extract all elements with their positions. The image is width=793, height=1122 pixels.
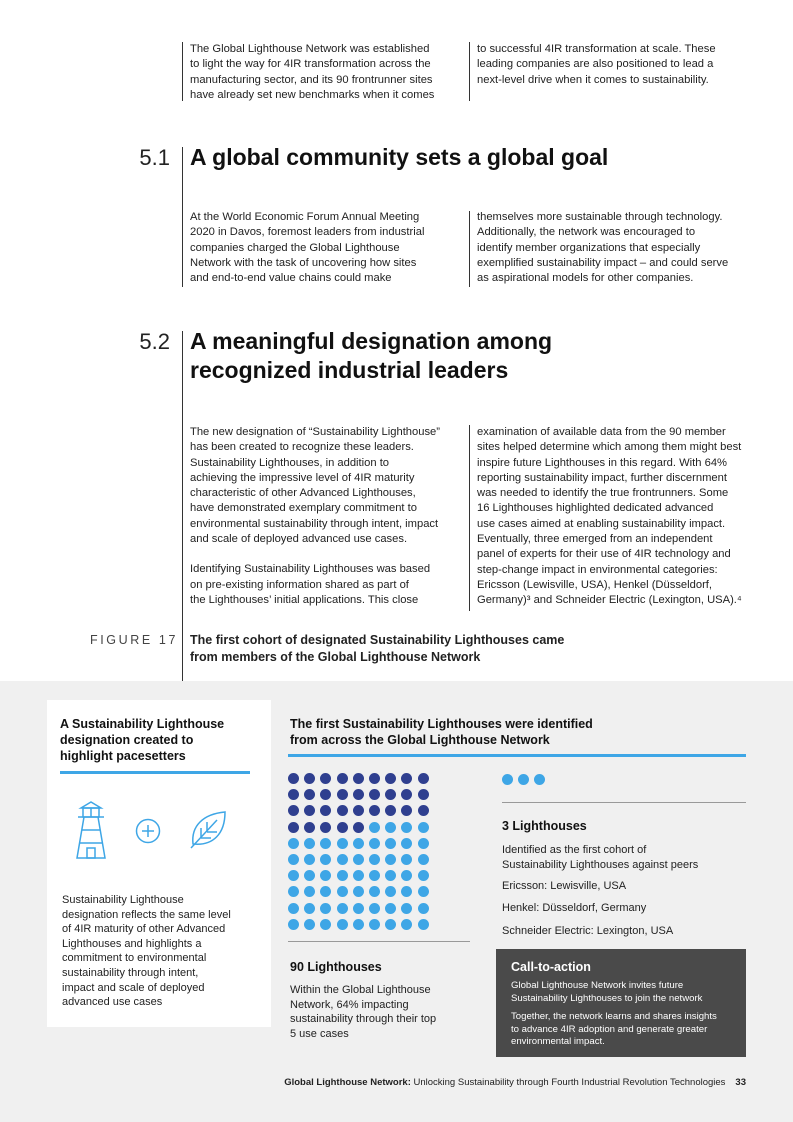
sustainability-impact-dot [353,854,364,865]
sustainability-impact-dot [337,903,348,914]
sustainability-impact-dot [320,854,331,865]
sustainability-impact-dot [418,903,429,914]
designation-card-rule [60,771,250,774]
sustainability-impact-dot [418,870,429,881]
section-5-2-title: A meaningful designation among recognized industrial leaders [190,328,553,383]
designation-card [47,700,271,1027]
sustainability-impact-dot [401,886,412,897]
intro-col2 [477,42,716,88]
location-ericsson: Ericsson: Lewisville, USA [502,880,627,892]
infographic-rule [288,754,746,757]
sustainability-impact-dot [369,886,380,897]
sustainability-impact-dot [337,919,348,930]
page-footer [284,1077,746,1088]
lighthouse-dot [401,773,412,784]
sustainability-impact-dot [337,838,348,849]
section-5-2-text-2: Identifying Sustainability Lighthouses was based on pre-existing information shared as part of the Lighthouses’ initial applications. This close [190,563,431,606]
section-5-2-text-3: examination of available data from the 90 member sites helped determine which among them might best inspire future Lighthouses in this regard. With 64% reporting sustainability impact, further discernment was needed to identify the true frontrunners. Some 16 Lighthouses highlighted dedicated advanced use cases aimed at enabling sustainability impact. Eventually, three emerged from an independent panel of experts for their use of 4IR technology and step-change impact in environmental categories: Ericsson (Lewisville, USA), Henkel (Düsseldorf, Germany)³ and Schneider Electric (Lexington, USA).⁴ [477,426,742,607]
sustainability-impact-dot [353,838,364,849]
sustainability-impact-dot [385,870,396,881]
sustainability-impact-dot [288,903,299,914]
figure-label: FIGURE 17 [90,633,178,647]
intro-text-1: The Global Lighthouse Network was established to light the way for 4IR transformation across the manufacturing sector, and its 90 frontrunner sites have already set new benchmarks when it comes [190,43,435,101]
lighthouse-dot [288,773,299,784]
sustainability-impact-dot [385,919,396,930]
lighthouse-dot [320,773,331,784]
sustainability-impact-dot [369,903,380,914]
sustainability-impact-dot [304,919,315,930]
sustainability-impact-dot [320,870,331,881]
lighthouse-dot [288,789,299,800]
lighthouse-dot [304,822,315,833]
sustainability-impact-dot [369,854,380,865]
designation-card-header: A Sustainability Lighthouse designation created to highlight pacesetters [60,717,225,763]
sustainability-lighthouse-dot [518,774,529,785]
lighthouse-dot [353,805,364,816]
sustainability-impact-dot [418,822,429,833]
sustainability-impact-dot [418,838,429,849]
sustainability-impact-dot [304,870,315,881]
lighthouse-dot [320,822,331,833]
lighthouse-dot [369,789,380,800]
sustainability-impact-dot [385,903,396,914]
section-5-2-col2 [477,425,742,609]
lighthouse-dot [353,773,364,784]
sustainability-impact-dot [385,886,396,897]
sustainability-impact-dot [337,886,348,897]
lighthouse-dot [320,789,331,800]
cta-body-1: Global Lighthouse Network invites future Sustainability Lighthouses to join the network [511,980,703,1004]
sustainability-impact-dot [288,919,299,930]
lighthouse-dot [401,789,412,800]
sustainability-impact-dot [304,854,315,865]
stat-3-rule [502,802,746,803]
sustainability-impact-dot [288,838,299,849]
sustainability-impact-dot [418,886,429,897]
section-5-1-divider [182,147,183,287]
designation-card-body: Sustainability Lighthouse designation reflects the same level of 4IR maturity of other Advanced Lighthouses and highlights a commitment to environmental sustainability through intent, impact and scale of deployed advanced use cases [62,894,231,1009]
lighthouse-dot [288,822,299,833]
sustainability-impact-dot [369,838,380,849]
sustainability-impact-dot [304,903,315,914]
section-5-2-col1 [190,425,440,608]
lighthouse-dot [418,805,429,816]
lighthouse-dot [304,789,315,800]
lighthouse-dot [353,822,364,833]
section-5-1-text-1: At the World Economic Forum Annual Meeting 2020 in Davos, foremost leaders from industrial companies charged the Global Lighthouse Network with the task of uncovering how sites and end-to-end value chains could make [190,211,425,285]
intro-col1 [190,42,434,103]
leaf-icon [187,808,229,850]
sustainability-impact-dot [401,870,412,881]
location-schneider: Schneider Electric: Lexington, USA [502,925,674,937]
section-5-1-col2 [477,210,728,286]
figure-title: The first cohort of designated Sustainability Lighthouses came from members of the Global Lighthouse Network [190,633,565,664]
page-number: 33 [735,1077,746,1088]
sustainability-impact-dot [304,838,315,849]
lighthouse-dot [337,822,348,833]
sustainability-impact-dot [320,838,331,849]
sustainability-impact-dot [353,886,364,897]
intro-divider-left [182,42,183,101]
section-5-2-number: 5.2 [139,329,170,354]
sustainability-impact-dot [369,870,380,881]
sustainability-impact-dot [369,822,380,833]
plus-icon [135,818,161,844]
lighthouse-dot [385,773,396,784]
sustainability-impact-dot [401,838,412,849]
sustainability-impact-dot [418,854,429,865]
lighthouse-icon [71,800,111,862]
lighthouse-dot-grid [288,773,428,925]
intro-divider-right [469,42,470,101]
cta-body-2: Together, the network learns and shares insights to advance 4IR adoption and generate greater environmental impact. [511,1011,717,1047]
lighthouse-dot [304,805,315,816]
sustainability-impact-dot [385,854,396,865]
sustainability-lighthouse-dot [534,774,545,785]
sustainability-impact-dot [320,903,331,914]
sustainability-impact-dot [369,919,380,930]
footer-title: Global Lighthouse Network: [284,1077,411,1088]
stat-90-title: 90 Lighthouses [290,960,382,974]
lighthouse-dot [418,773,429,784]
intro-text-2: to successful 4IR transformation at scale. These leading companies are also positioned to lead a next-level drive when it comes to sustainability. [477,43,716,86]
sustainability-lighthouse-dot [502,774,513,785]
sustainability-impact-dot [320,886,331,897]
lighthouse-dot [337,773,348,784]
sustainability-impact-dot [418,919,429,930]
section-5-1-text-2: themselves more sustainable through technology. Additionally, the network was encouraged to identify member organizations that especially exemplified sustainability impact – and could serve as aspirational models for other companies. [477,211,729,285]
sustainability-impact-dot [288,854,299,865]
stat-3-body: Identified as the first cohort of Sustainability Lighthouses against peers [502,844,699,871]
sustainability-impact-dot [337,854,348,865]
infographic-header: The first Sustainability Lighthouses were identified from across the Global Lighthouse Network [290,717,593,747]
lighthouse-dot [320,805,331,816]
section-5-1-col1 [190,210,424,286]
cta-title: Call-to-action [511,960,591,974]
sustainability-impact-dot [304,886,315,897]
lighthouse-dot [353,789,364,800]
stat-90-rule [288,941,470,942]
sustainability-impact-dot [401,903,412,914]
lighthouse-dot [369,773,380,784]
lighthouse-dot [304,773,315,784]
section-5-2-divider [182,331,183,681]
footer-subtitle: Unlocking Sustainability through Fourth Industrial Revolution Technologies [410,1077,726,1088]
section-5-1-col-divider [469,211,470,287]
sustainability-impact-dot [401,822,412,833]
section-5-2-col-divider [469,425,470,611]
sustainability-impact-dot [288,886,299,897]
sustainability-impact-dot [385,838,396,849]
lighthouse-dot [385,805,396,816]
section-5-1-title: A global community sets a global goal [190,144,609,170]
lighthouse-dot [418,789,429,800]
section-5-2-text-1: The new designation of “Sustainability Lighthouse” has been created to recognize these leaders. Sustainability Lighthouses, in addition to achieving the impressive level of 4IR maturity characteristic of other Advanced Lighthouses, have demonstrated exemplary commitment to environmental sustainability through intent, impact and scale of deployed advanced use cases. [190,426,441,546]
lighthouse-dot [401,805,412,816]
lighthouse-dot [337,805,348,816]
sustainability-impact-dot [337,870,348,881]
sustainability-impact-dot [353,903,364,914]
sustainability-impact-dot [353,870,364,881]
sustainability-impact-dot [401,854,412,865]
sustainability-dot-row [502,774,552,786]
lighthouse-dot [288,805,299,816]
stat-90-body: Within the Global Lighthouse Network, 64% impacting sustainability through their top 5 use cases [290,984,437,1040]
designation-icons [71,800,251,862]
stat-3-title: 3 Lighthouses [502,819,587,833]
lighthouse-dot [337,789,348,800]
sustainability-impact-dot [353,919,364,930]
sustainability-impact-dot [385,822,396,833]
lighthouse-dot [369,805,380,816]
location-henkel: Henkel: Düsseldorf, Germany [502,902,647,914]
sustainability-impact-dot [288,870,299,881]
section-5-1-number: 5.1 [139,145,170,170]
lighthouse-dot [385,789,396,800]
call-to-action-box [496,949,746,1057]
